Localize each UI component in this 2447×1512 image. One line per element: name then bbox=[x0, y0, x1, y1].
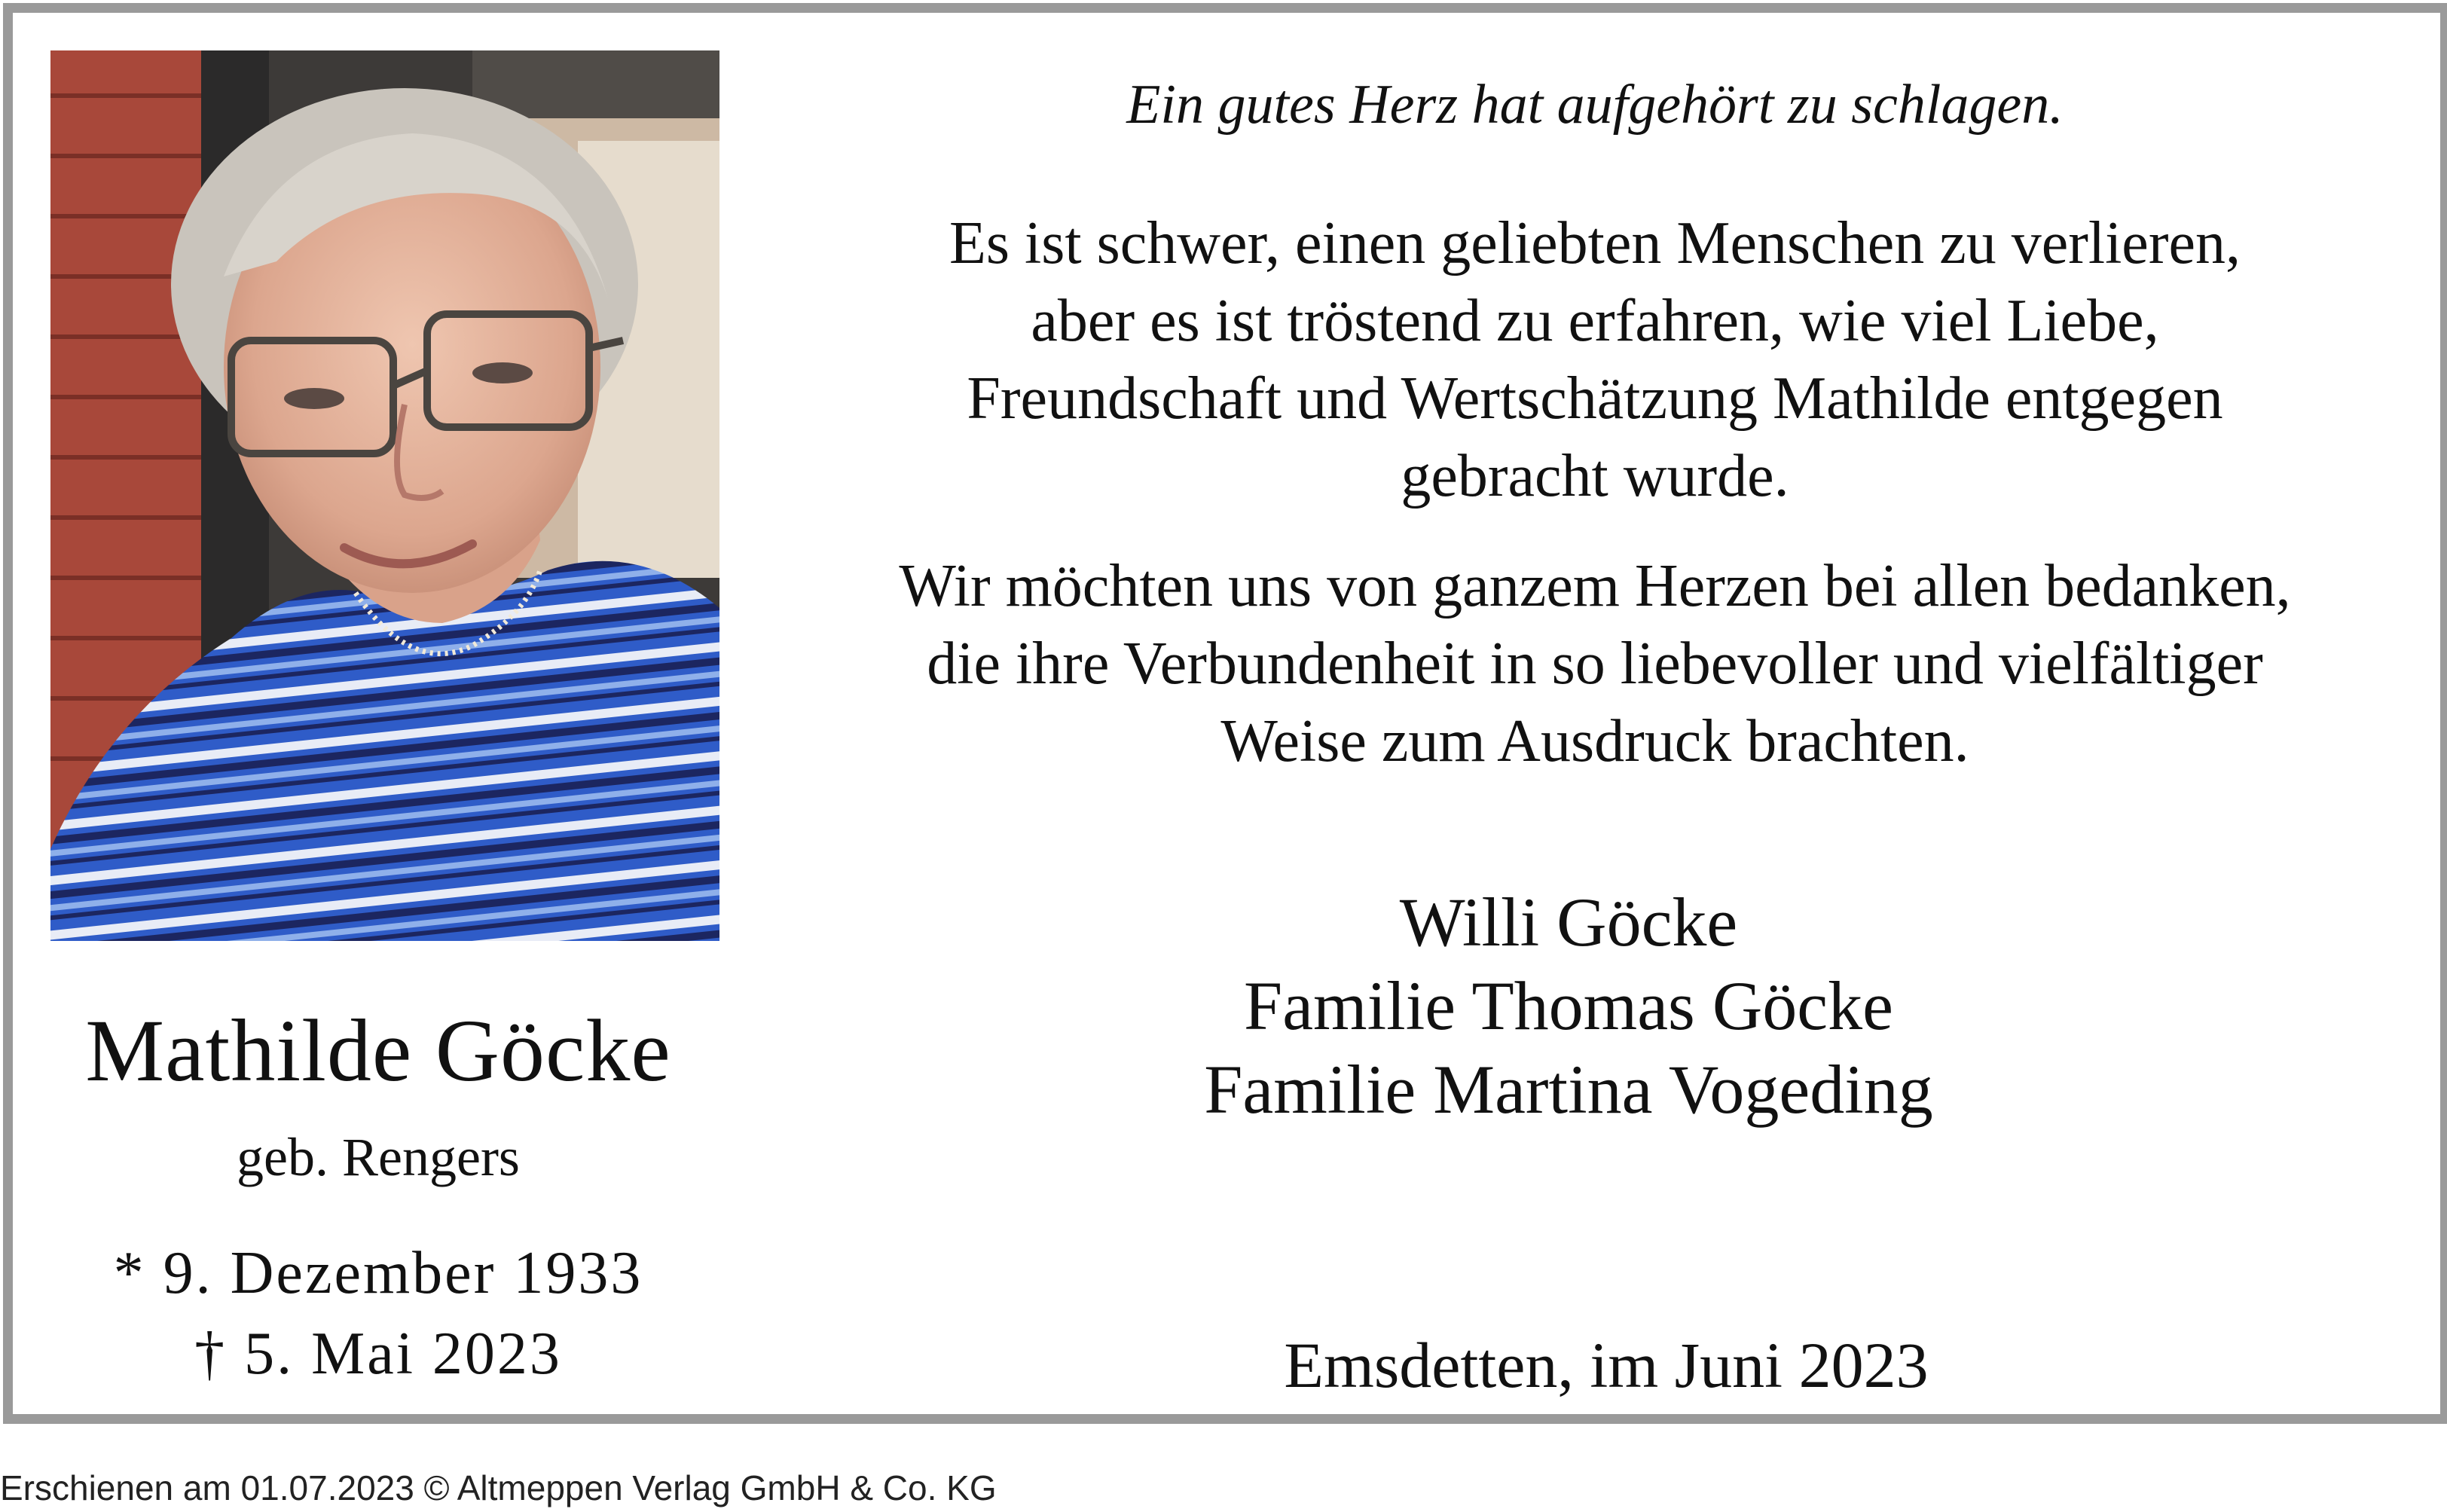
death-date: † 5. Mai 2023 bbox=[194, 1321, 562, 1387]
signer: Familie Thomas Göcke bbox=[1244, 967, 1893, 1044]
motto: Ein gutes Herz hat aufgehört zu schlagen. bbox=[1126, 74, 2064, 136]
place-date: Emsdetten, im Juni 2023 bbox=[1284, 1329, 1929, 1401]
paragraph-line: die ihre Verbundenheit in so liebevoller und vielfältiger bbox=[927, 631, 2263, 697]
portrait-photo bbox=[50, 50, 719, 941]
signer: Familie Martina Vogeding bbox=[1204, 1051, 1933, 1128]
maiden-name: geb. Rengers bbox=[237, 1127, 520, 1187]
obituary-frame bbox=[3, 3, 2447, 1424]
publication-footer: Erschienen am 01.07.2023 © Altmeppen Verlag GmbH & Co. KG bbox=[0, 1468, 997, 1507]
signer: Willi Göcke bbox=[1399, 884, 1738, 961]
signers-list bbox=[759, 881, 2378, 1132]
deceased-name: Mathilde Göcke bbox=[85, 1001, 671, 1100]
birth-date: * 9. Dezember 1933 bbox=[113, 1240, 643, 1306]
paragraph-line: Freundschaft und Wertschätzung Mathilde entgegen bbox=[967, 365, 2223, 432]
thanks-paragraph-2 bbox=[759, 548, 2431, 780]
paragraph-line: gebracht wurde. bbox=[1401, 443, 1789, 509]
paragraph-line: Es ist schwer, einen geliebten Menschen zu verlieren, bbox=[949, 210, 2241, 276]
paragraph-line: Weise zum Ausdruck brachten. bbox=[1220, 708, 1969, 774]
paragraph-line: aber es ist tröstend zu erfahren, wie viel Liebe, bbox=[1031, 288, 2159, 354]
paragraph-line: Wir möchten uns von ganzem Herzen bei allen bedanken, bbox=[899, 553, 2291, 619]
thanks-paragraph-1 bbox=[759, 205, 2431, 515]
